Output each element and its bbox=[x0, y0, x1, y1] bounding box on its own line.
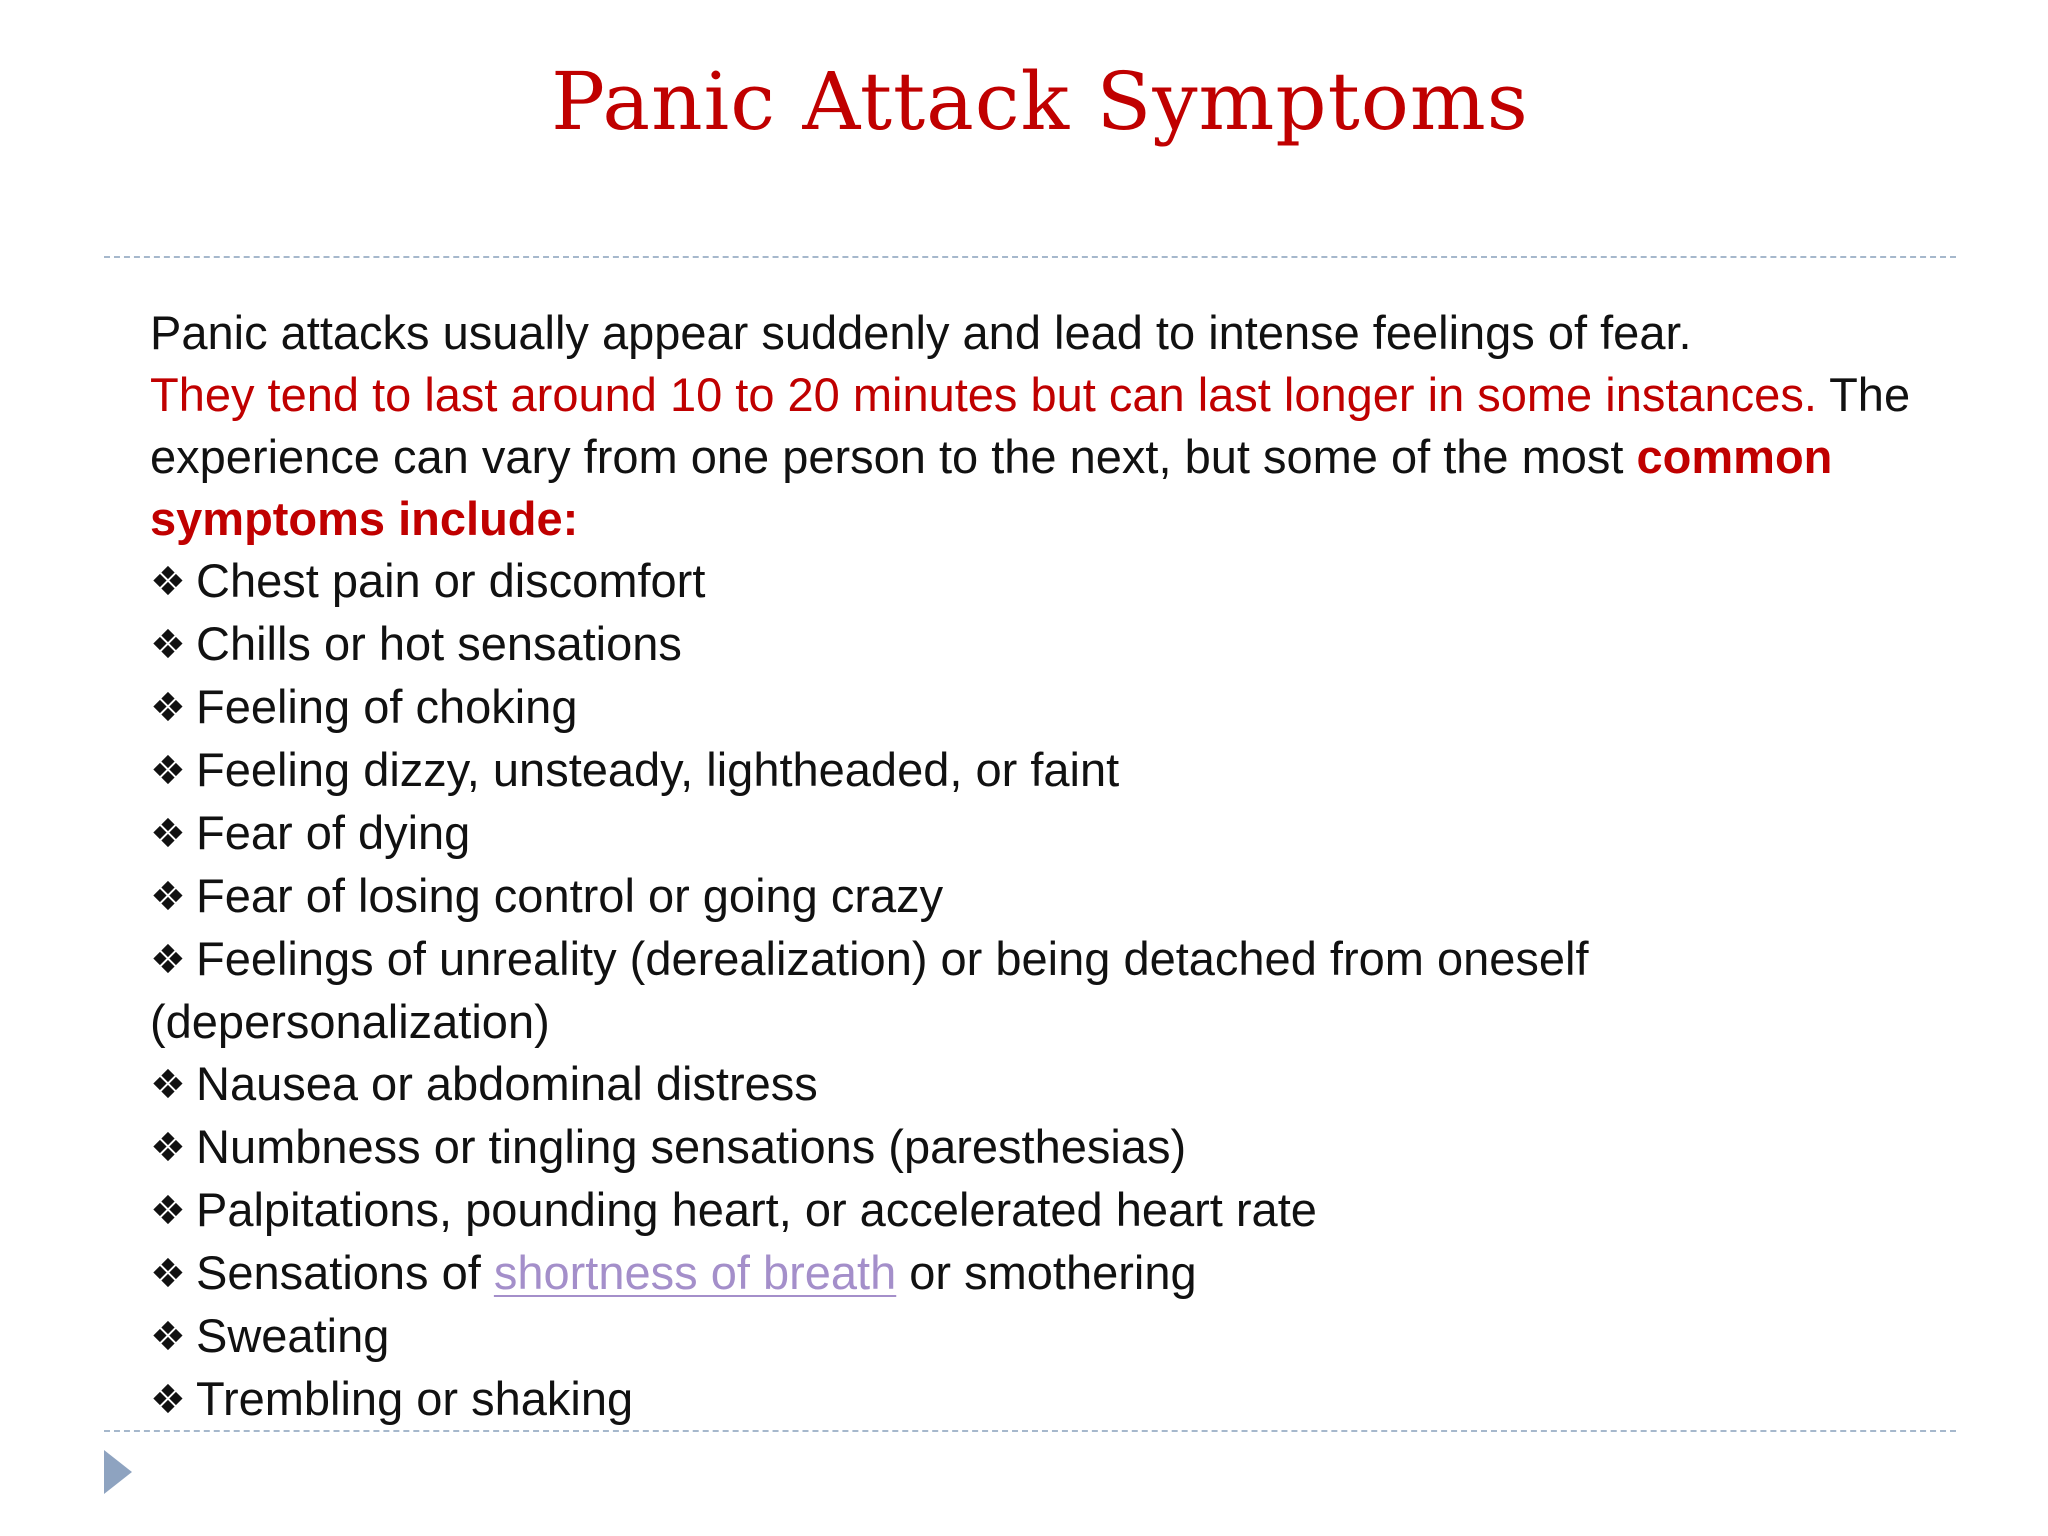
play-triangle-icon bbox=[104, 1450, 132, 1494]
list-item: ❖ Trembling or shaking bbox=[150, 1368, 1930, 1431]
symptom-list bbox=[150, 550, 1930, 1431]
diamond-bullet-icon: ❖ bbox=[150, 1314, 186, 1360]
slide-title: Panic Attack Symptoms bbox=[551, 55, 1529, 148]
slide-body bbox=[150, 302, 1930, 1431]
shortness-of-breath-link[interactable]: shortness of breath bbox=[493, 1246, 897, 1299]
list-item: ❖ Fear of losing control or going crazy bbox=[150, 865, 1930, 928]
intro-sentence-3: The experience can vary from one person to the next, but some of the most bbox=[150, 368, 1911, 483]
diamond-bullet-icon: ❖ bbox=[150, 1062, 186, 1108]
intro-sentence-1: Panic attacks usually appear suddenly and lead to intense feelings of fear. bbox=[150, 306, 1692, 359]
diamond-bullet-icon: ❖ bbox=[150, 937, 186, 983]
list-item: ❖ Palpitations, pounding heart, or accelerated heart rate bbox=[150, 1179, 1930, 1242]
list-item: ❖ Numbness or tingling sensations (paresthesias) bbox=[150, 1116, 1930, 1179]
intro-paragraph bbox=[150, 302, 1930, 550]
list-item: ❖ Feeling of choking bbox=[150, 676, 1930, 739]
diamond-bullet-icon: ❖ bbox=[150, 1377, 186, 1423]
list-item: ❖ Chest pain or discomfort bbox=[150, 550, 1930, 613]
diamond-bullet-icon: ❖ bbox=[150, 622, 186, 668]
diamond-bullet-icon: ❖ bbox=[150, 559, 186, 605]
list-item: ❖ Feeling dizzy, unsteady, lightheaded, or faint bbox=[150, 739, 1930, 802]
diamond-bullet-icon: ❖ bbox=[150, 874, 186, 920]
diamond-bullet-icon: ❖ bbox=[150, 1188, 186, 1234]
intro-duration-text: They tend to last around 10 to 20 minutes but can last longer in some instances. bbox=[150, 368, 1817, 421]
list-item: ❖ Chills or hot sensations bbox=[150, 613, 1930, 676]
list-item: ❖ Sensations of shortness of breath or smothering bbox=[150, 1242, 1930, 1305]
diamond-bullet-icon: ❖ bbox=[150, 1251, 186, 1297]
diamond-bullet-icon: ❖ bbox=[150, 811, 186, 857]
list-item: ❖ Fear of dying bbox=[150, 802, 1930, 865]
list-item: ❖ Sweating bbox=[150, 1305, 1930, 1368]
diamond-bullet-icon: ❖ bbox=[150, 685, 186, 731]
list-item: ❖ Nausea or abdominal distress bbox=[150, 1053, 1930, 1116]
diamond-bullet-icon: ❖ bbox=[150, 748, 186, 794]
bottom-divider bbox=[104, 1430, 1956, 1432]
top-divider bbox=[104, 256, 1956, 258]
intro-emphasis: common symptoms include: bbox=[150, 430, 1833, 545]
diamond-bullet-icon: ❖ bbox=[150, 1125, 186, 1171]
list-item: ❖ Feelings of unreality (derealization) or being detached from oneself (depersonalization) bbox=[150, 928, 1730, 1053]
